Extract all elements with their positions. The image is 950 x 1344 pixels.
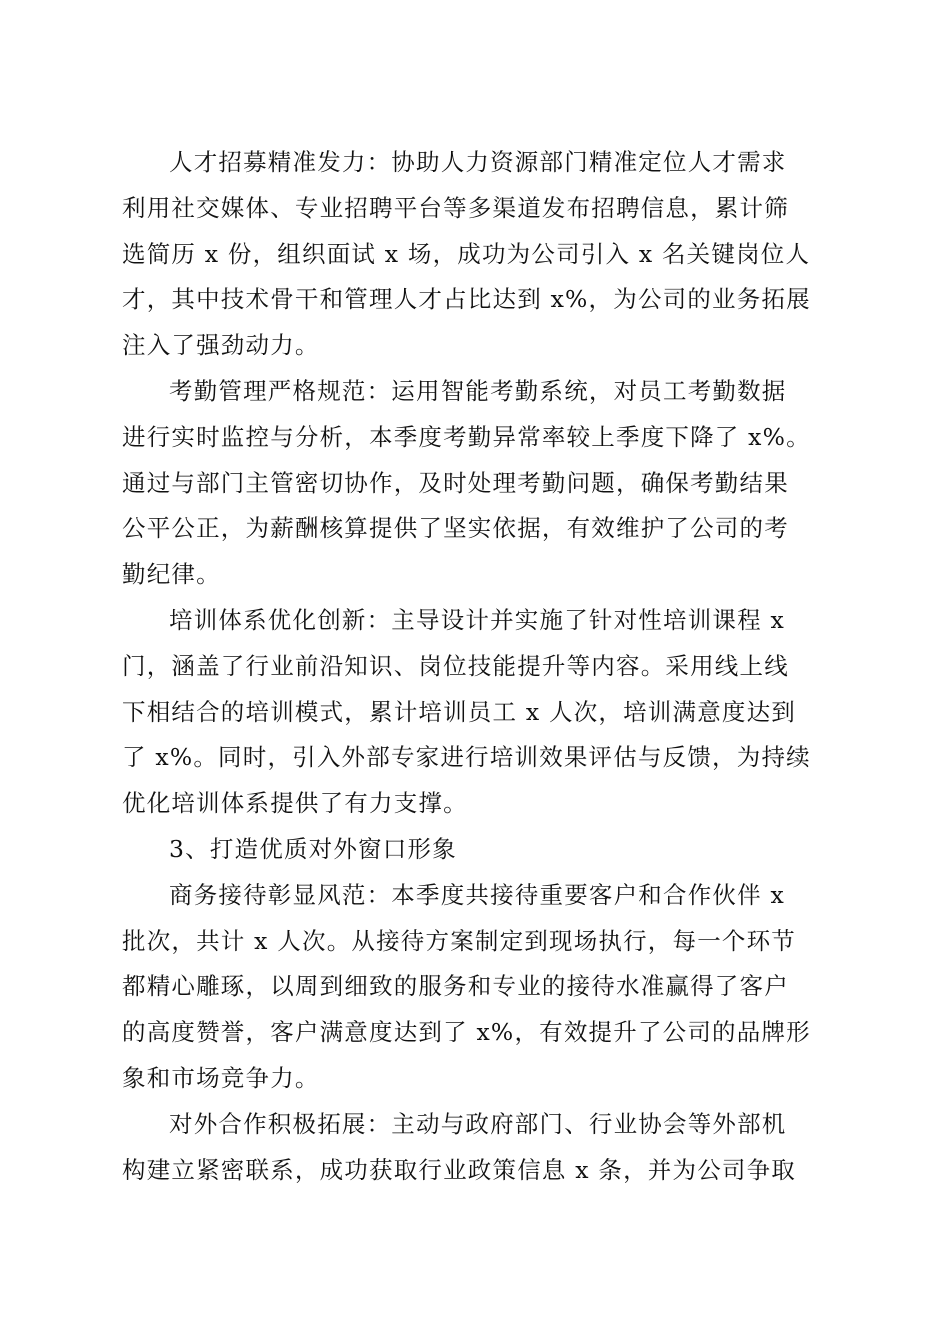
paragraph-training-system [122,598,830,827]
text-line: 勤纪律。 [122,560,221,589]
document-body [122,140,830,1193]
text-line: 批次，共计 x 人次。从接待方案制定到现场执行，每一个环节 [122,926,796,955]
text-line: 对外合作积极拓展：主动与政府部门、行业协会等外部机 [169,1109,787,1138]
text-line: 都精心雕琢，以周到细致的服务和专业的接待水准赢得了客户 [122,972,789,1001]
text-line: 下相结合的培训模式，累计培训员工 x 人次，培训满意度达到 [122,697,796,726]
text-line: 选简历 x 份，组织面试 x 场，成功为公司引入 x 名关键岗位人 [122,239,811,268]
paragraph-external-cooperation [122,1102,830,1194]
text-line: 进行实时监控与分析，本季度考勤异常率较上季度下降了 x%。 [122,422,811,451]
paragraph-business-reception [122,873,830,1102]
text-line: 门，涵盖了行业前沿知识、岗位技能提升等内容。采用线上线 [122,651,789,680]
text-line: 的高度赞誉，客户满意度达到了 x%，有效提升了公司的品牌形 [122,1018,811,1047]
text-line: 注入了强劲动力。 [122,331,320,360]
text-line: 通过与部门主管密切协作，及时处理考勤问题，确保考勤结果 [122,468,789,497]
text-line: 象和市场竞争力。 [122,1063,320,1092]
text-line: 了 x%。同时，引入外部专家进行培训效果评估与反馈，为持续 [122,743,811,772]
text-line: 人才招募精准发力：协助人力资源部门精准定位人才需求 [169,148,787,176]
text-line: 利用社交媒体、专业招聘平台等多渠道发布招聘信息，累计筛 [122,193,789,222]
text-line: 构建立紧密联系，成功获取行业政策信息 x 条，并为公司争取 [122,1155,796,1184]
text-line: 优化培训体系提供了有力支撑。 [122,789,468,818]
text-line: 商务接待彰显风范：本季度共接待重要客户和合作伙伴 x [169,880,785,909]
paragraph-attendance-management [122,369,830,598]
text-line: 考勤管理严格规范：运用智能考勤系统，对员工考勤数据 [169,376,787,405]
section-heading: 3、打造优质对外窗口形象 [169,834,457,863]
text-line: 培训体系优化创新：主导设计并实施了针对性培训课程 x [169,605,785,634]
paragraph-talent-recruitment [122,140,830,369]
text-line: 公平公正，为薪酬核算提供了坚实依据，有效维护了公司的考 [122,514,789,543]
text-line: 才，其中技术骨干和管理人才占比达到 x%，为公司的业务拓展 [122,285,811,314]
